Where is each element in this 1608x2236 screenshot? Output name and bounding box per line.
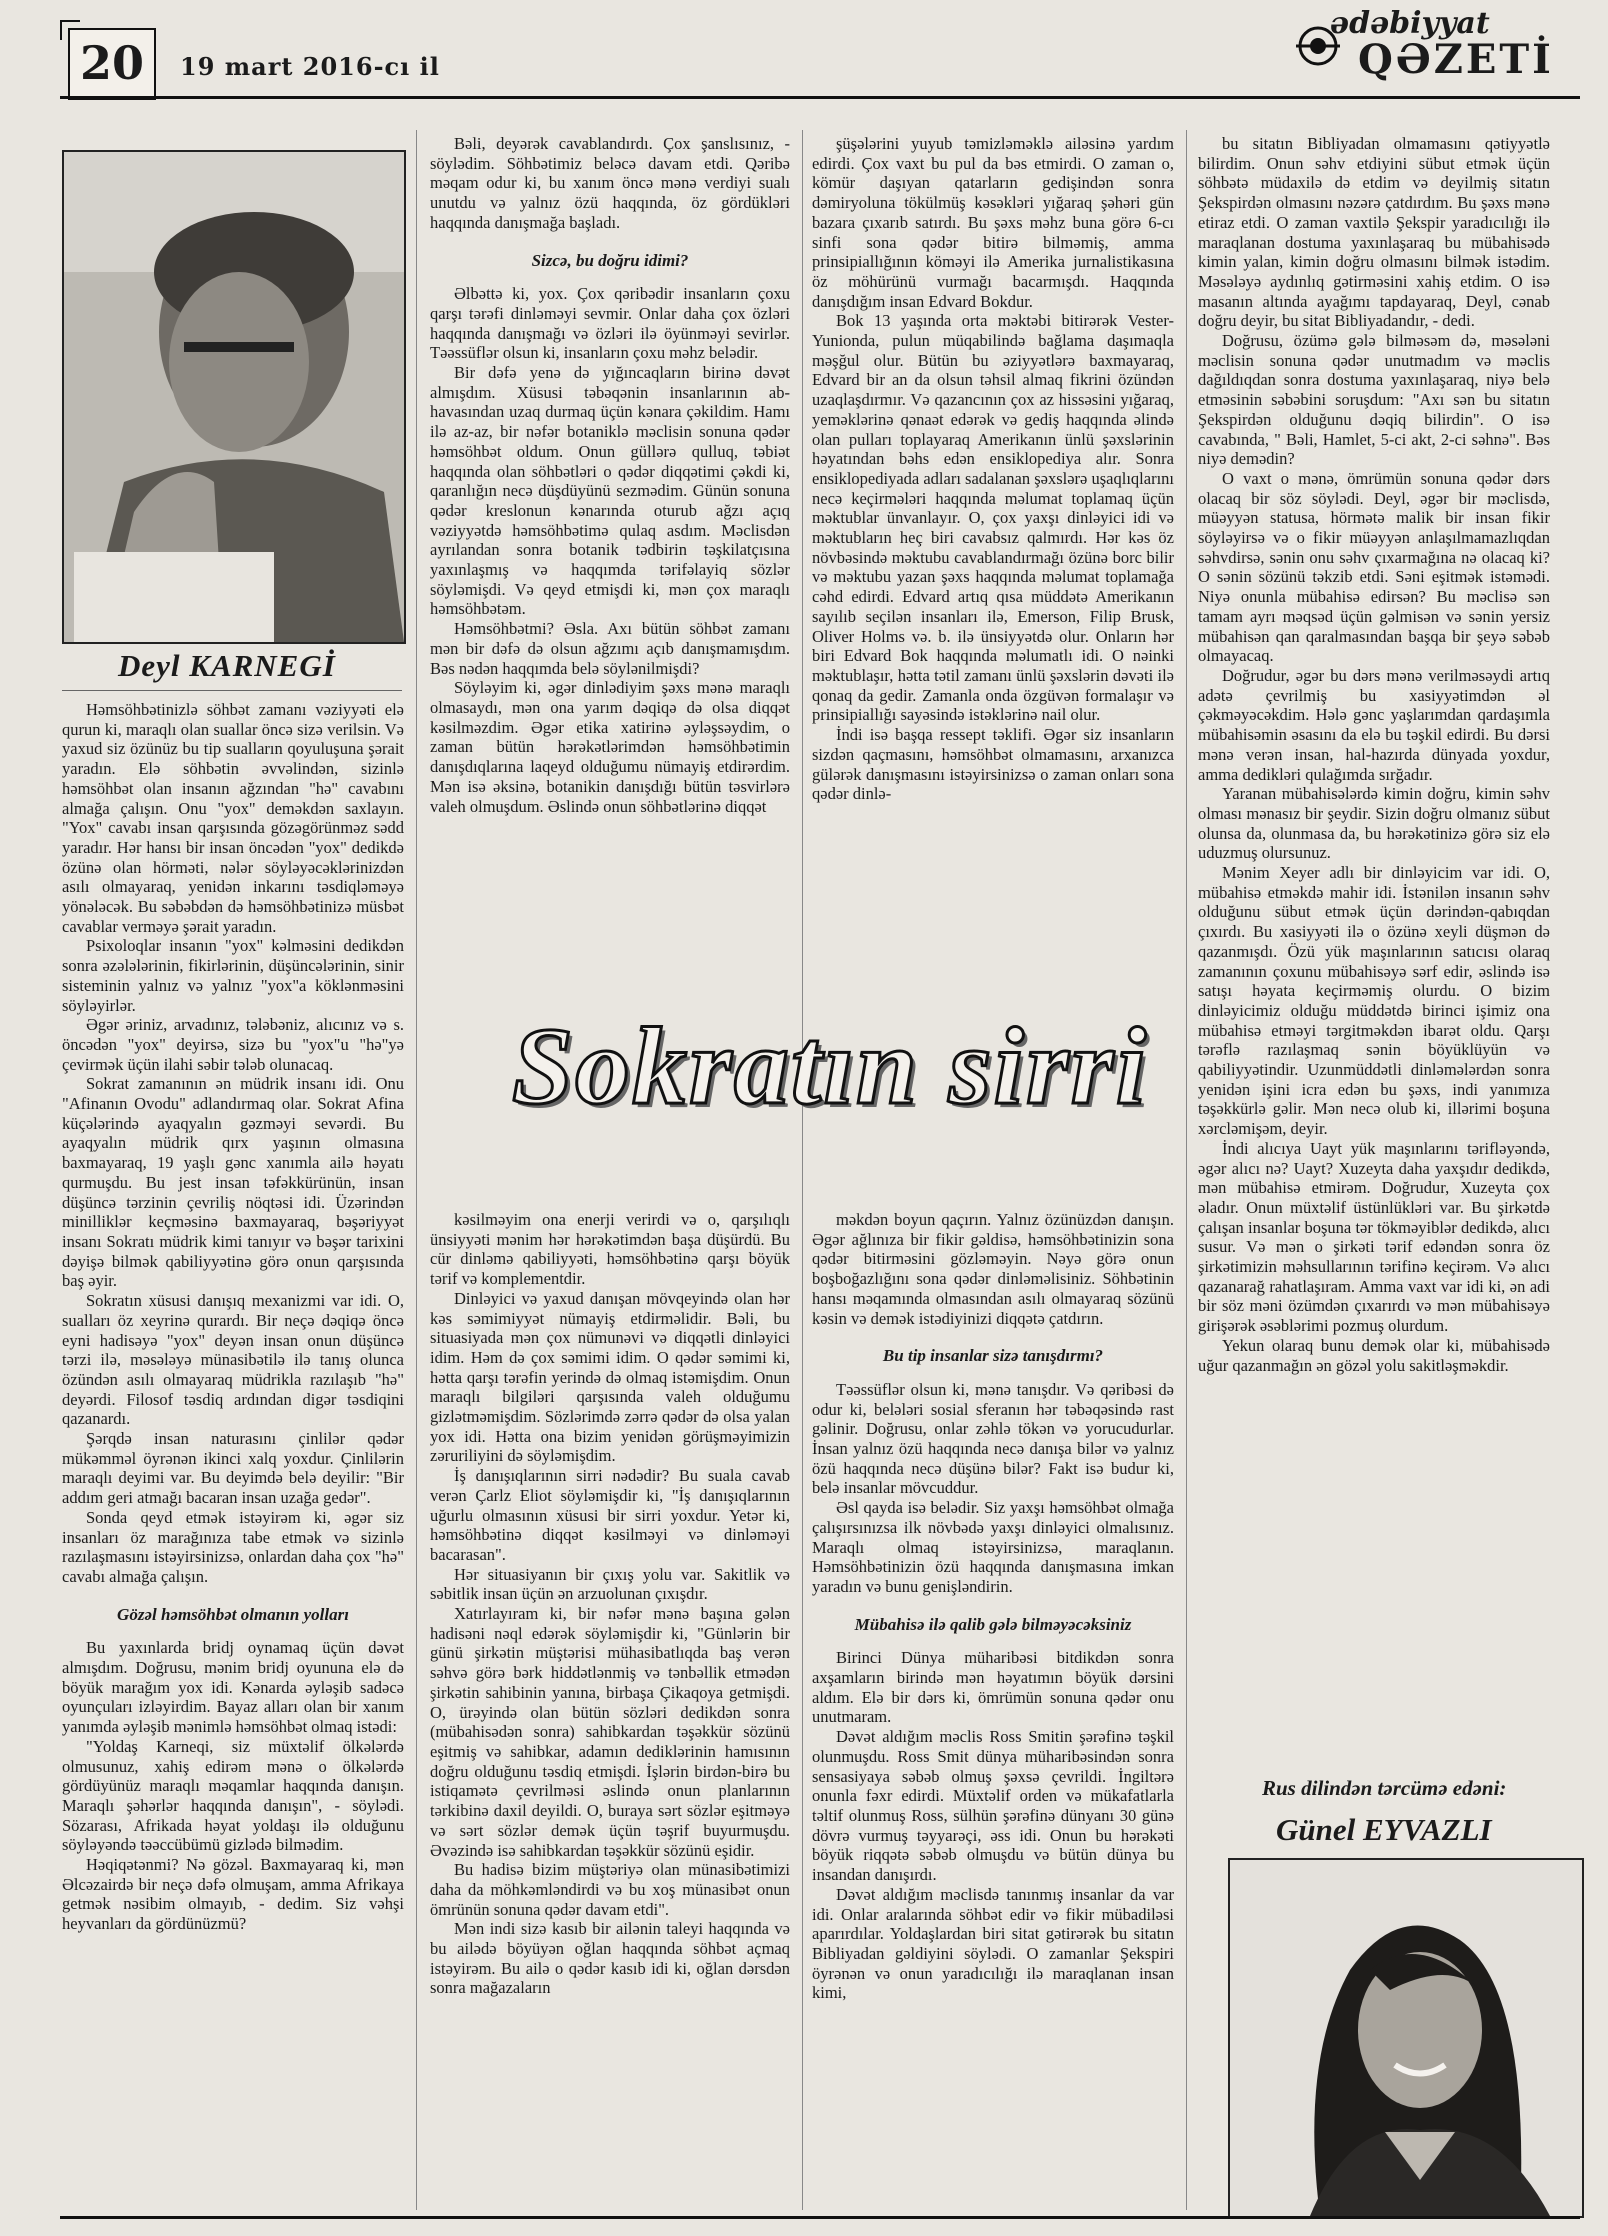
paragraph: şüşələrini yuyub təmizləməklə ailəsinə yardım edirdi. Çox vaxt bu pul da bəs etmirdi. O zaman o, kömür daşıyan qatarların gedişindən sonra dəmiryoluna tökülmüş kəsəkləri yığaraq şəhəri gün bazara çıxarıb satırdı. Bu şəxs məhz buna görə 6-cı sinfi sona qədər bitirə bilməmiş, amma prinsipiallığının köməyi ilə Amerika jurnalistikasına öz möhürünü vurmağı bacarmışdı. Haqqında danışdığım insan Edvard Bokdur.: [812, 134, 1174, 311]
author-portrait-image: [64, 152, 404, 642]
translator-portrait-image: [1230, 1860, 1582, 2216]
paragraph: İş danışıqlarının sirri nədədir? Bu suala cavab verən Çarlz Eliot söyləmişdir ki, "İş danışıqlarının uğurlu olmasının xüsusi bir sirri yoxdur. Yetər ki, həmsöhbətinə diqqət kəsilməyi və dinləməyi bacarasan".: [430, 1466, 790, 1564]
subheading: Bu tip insanlar sizə tanışdırmı?: [882, 1346, 1104, 1366]
paragraph: "Yoldaş Karneqi, siz müxtəlif ölkələrdə olmusunuz, xahiş edirəm mənə o ölkələrdə gördüyünüz maraqlı məqamlar haqqında danışın. Maraqlı şəhərlər haqqında danışın", - söylədi. Sözarası, Afrikada həyat yoldaşı ilə olduğunu söyləyəndə təəccübümü gizlədə bilmədim.: [62, 1736, 404, 1855]
column-2-bottom-text: [430, 1210, 790, 2210]
paragraph: İndi isə başqa ressept təklifi. Əgər siz insanların sizdən qaçmasını, həmsöhbət olmamasını, arxanızca gülərək danışmasını istəyirsinizsə o zaman onları sona qədər dinlə-: [812, 725, 1174, 804]
paragraph: Bu yaxınlarda bridj oynamaq üçün dəvət almışdım. Doğrusu, mənim bridj oyununa elə də böyük marağım yox idi. Kənarda əyləşib sadəcə oyunçuları izləyirdim. Bayaz alları olan bir xanım yanımda əyləşib mənimlə həmsöhbət olmaq istədi:: [62, 1638, 404, 1737]
paragraph: Doğrusu, özümə gələ bilməsəm də, məsələni məclisin sonuna qədər unutmadım və məclis dağıldıqdan sonra dostuma yaxınlaşaraq, niyə belə etməsinin səbəbini soruşdum: "Axı sən bu sitatın Şekspirdən olduğunu dəqiq bilirdin". O isə cavabında, " Bəli, Hamlet, 5-ci akt, 2-ci səhnə". Bəs niyə demədin?: [1198, 331, 1550, 469]
translator-photo: [1228, 1858, 1584, 2218]
translator-name: Günel EYVAZLI: [1276, 1812, 1492, 1847]
logo-bottom-text: QƏZETİ: [1358, 36, 1554, 83]
paragraph: Birinci Dünya müharibəsi bitdikdən sonra axşamların birində mən həyatımın böyük dərsini aldım. Elə bir dərs ki, ömrümün sonuna qədər onu unutmaram.: [812, 1648, 1174, 1727]
column-4-text: [1198, 134, 1550, 1774]
paragraph: Doğrudur, əgər bu dərs mənə verilməsəydi artıq adətə çevrilmiş bu xasiyyətimdən əl çəkməyəcəkdim. Hələ gənc yaşlarımdan qardaşımla mübahisəmin əsasını da elə bu təşkil edirdi. Bu dərsi mənə verən insan, hal-hazırda dünyada yoxdur, amma dedikləri qulağımda sırğadır.: [1198, 665, 1550, 784]
paragraph: Sokrat zamanının ən müdrik insanı idi. Onu "Afinanın Ovodu" adlandırmaq olar. Sokrat Afina küçələrində ayaqyalın gəzməyi sevərdi. Bu ayaqyalın müdrik qırx yaşının olmasına baxmayaraq, 19 yaşlı gənc xanımla ailə həyatı qurmuşdu. Bu jest insan təfəkkürünün, insan düşüncə tərzinin çevriliş nöqtəsi idi. Üzərindən minilliklər keçməsinə baxmayaraq, bəşəriyyət insanı Sokratı müdrik kimi tanıyır və bəşər tarixini dəyişə bilmək qabiliyyətinə görə onun qarşısında baş əyir.: [62, 1074, 404, 1291]
translator-label: Rus dilindən tərcümə edəni:: [1262, 1776, 1507, 1800]
header-rule: [60, 96, 1580, 99]
issue-date: 19 mart 2016-cı il: [180, 52, 440, 81]
paragraph: Həqiqətənmi? Nə gözəl. Baxmayaraq ki, mən Əlcəzairdə bir neçə dəfə olmuşam, amma Afrikaya getmək nəsibim olmayıb, - dedim. Siz vəhşi heyvanları da gördünüzmü?: [62, 1855, 404, 1934]
paragraph: Sokratın xüsusi danışıq mexanizmi var idi. O, sualları öz xeyrinə qurardı. Bir neçə dəqiqə öncə eyni hadisəyə "yox" deyən insan onun düşüncə tərzi ilə, məsələyə münasibətilə ilə tanış olunca özündən asılı olmayaraq müdrikla razılaşıb "hə" deyərdi. Filosof təsdiq ardından digər təsdiqini qazanardı.: [62, 1291, 404, 1429]
column-3-bottom-text: [812, 1210, 1174, 2210]
paragraph: Psixoloqlar insanın "yox" kəlməsini dedikdən sonra əzələlərinin, fikirlərinin, düşüncələrinin, sinir sisteminin yalnız və yalnız "yox"a köklənməsini söyləyirlər.: [62, 936, 404, 1015]
author-photo: [62, 150, 406, 644]
paragraph: Əlbəttə ki, yox. Çox qəribədir insanların çoxu qarşı tərəfi dinləməyi sevmir. Onlar daha çox özləri haqqında danışmağı və özləri ilə öyünməyi sevirlər. Təəssüflər olsun ki, insanların çoxu məhz belədir.: [430, 284, 790, 363]
newspaper-logo: [1290, 4, 1554, 84]
paragraph: Təəssüflər olsun ki, mənə tanışdır. Və qəribəsi də odur ki, belələri sosial sferanın hər təbəqəsində rast gəlinir. Doğrusu, onlar zəhlə tökən və yorucudurlar. İnsan yalnız özü haqqında necə danışa bilər və yalnız özü haqqında necə düşünə bilər? Fakt isə budur ki, belə insanlar mövcuddur.: [812, 1379, 1174, 1498]
paragraph: Şərqdə insan naturasını çinlilər qədər mükəmməl öyrənən ikinci xalq yoxdur. Çinlilərin maraqlı deyimi var. Bu deyimdə belə deyilir: "Bir addım geri atmağı bacaran insan uzağa gedər".: [62, 1429, 404, 1508]
paragraph: Dəvət aldığım məclis Ross Smitin şərəfinə təşkil olunmuşdu. Ross Smit dünya müharibəsindən sonra sensasiyaya səbəb olmuş şəxsə çevrildi. İngiltərə onunla fəxr edirdi. Müxtəlif orden və mükafatlarla təltif olunmuş Ross, sülhün şərəfinə dünyanı 30 günə dövrə vurmuş təyyarəçi, əss idi. Onun bu hərəkəti böyük riqqətə səbəb olmuşdu və bütün dünya bu insandan danışırdı.: [812, 1727, 1174, 1885]
column-1-text: [62, 700, 404, 1934]
page-number: 20: [68, 28, 156, 100]
subheading: Mübahisə ilə qalib gələ bilməyəcəksiniz: [854, 1614, 1132, 1634]
column-2-top-text: [430, 134, 790, 990]
logo-top-text: ədəbiyyat: [1330, 6, 1490, 41]
paragraph: Əsl qayda isə belədir. Siz yaxşı həmsöhbət olmağa çalışırsınızsa ilk növbədə yaxşı dinləyici olmalısınız. Maraqlı olmaq istəyirsinizsə, maraqlanın. Həmsöhbətinizin özü haqqında danışmasına imkan yaradın və bunu genişləndirin.: [812, 1498, 1174, 1596]
paragraph: Həmsöhbətinizlə söhbət zamanı vəziyyəti elə qurun ki, maraqlı olan suallar öncə sizə verilsin. Və yaxud siz özünüz bu tip sualların qoyuluşuna şərait yaradın. Elə söhbətin əvvəlindən, sizinlə həmsöhbət olan insanın ağzından "hə" cavabını almağa çalışın. Onu "yox" deməkdən saxlayın. "Yox" cavabı insan qarşısında gözəgörünməz sədd yaradır. Hər hansı bir insan öncədən "yox" dedikdə özünə olan hörməti, nələr söyləyəcəklərinizdən asılı olmayaraq, yenidən inkarını təsdiqləməyə yönələcək. Bu səbəbdən də həmsöhbətinizə müsbət cavablar verməyə şərait yaradın.: [62, 700, 404, 936]
column-divider: [802, 130, 803, 2210]
paragraph: Mənim Xeyer adlı bir dinləyicim var idi. O, mübahisə etməkdə mahir idi. İstənilən insanın səhv olduğunu sübut etmək üçün dərindən-qabıqdan çıxırdı. Bu xasiyyəti ilə o özünə xeyli düşmən də qazanmışdı. Özü yük maşınlarının satıcısı olaraq zamanının çoxunu mübahisəyə sərf edir, əslində isə satışı həyata keçirməmiş olurdu. O bizim dinləyicimiz olduğu müddətdə birinci işimiz ona mübahisə etməyi tərgitməkdən ibarət oldu. Qarşı tərəflə razılaşmaq sənin böyüklüyün və qabiliyyətindir. Uzunmüddətli dinləmələrdən sonra yenidən işini icra edən bu şəxs, indi yanımıza təşəkkürlə gəlir. Mən necə olub ki, illərimi boşuna xərcləmişəm, deyir.: [1198, 863, 1550, 1139]
paragraph: Yaranan mübahisələrdə kimin doğru, kimin səhv olması mənasız bir şeydir. Sizin doğru olmanız sübut olunsa da, olunmasa da, bu hərəkətinizə görə siz elə uduzmuş olursunuz.: [1198, 784, 1550, 863]
paragraph: Bəli, deyərək cavablandırdı. Çox şanslısınız, - söylədim. Söhbətimiz beləcə davam etdi. Qəribə məqam odur ki, bu xanım öncə mənə verdiyi sualı unutdu və yalnız özü haqqında, öz gördükləri haqqında danışmağa başladı.: [430, 134, 790, 232]
paragraph: Bu hadisə bizim müştəriyə olan münasibətimizi daha da möhkəmləndirdi və bu xoş münasibət onun ömrünün sonuna qədər davam etdi".: [430, 1860, 790, 1919]
paragraph: Bok 13 yaşında orta məktəbi bitirərək Vester-Yunionda, pulun müqabilində bağlama daşımaqla məşğul olur. Bütün bu əziyyətlərə baxmayaraq, Edvard bir an da olsun təhsil almaq fikrini özündən uzaqlaşdırmır. Və qazancının çox az hissəsini yığaraq, yeməklərinə qənaət edərək və gediş haqqında əlində olan pulları toplayaraq Amerikanın ünlü şəxslərinin həyatından bəhs edən ensiklopediya alır. Sonra ensiklopediyada adları sadalanan şəxslərə uşaqlıqlarını necə keçirmələri haqqında məlumat toplamaq üçün məktublar ünvanlayır. O, çox yaxşı dinləyici idi və məktubların heç biri cavabsız qalmırdı. Hər kəs öz növbəsində məktubu cavablandırmağı özünə borc bilir və məktubu yazan şəxs haqqında məlumat toplamağa cəhd edirdi. Edvard artıq qısa müddətə Amerikanın sayılıb seçilən insanları ilə, Emerson, Filip Brusk, Oliver Holms və. b. ilə ünsiyyətdə olur. Onların hər biri Edvard Bok haqqında məlumatlı idi. O nəinki məktublaşır, hətta tətil zamanı ünlü şəxslərin dəvəti ilə qonaq da gedir. Zamanla onda özgüvən formalaşır və prinsipiallığı sayəsində istəklərinə nail olur.: [812, 311, 1174, 725]
paragraph: Bir dəfə yenə də yığıncaqların birinə dəvət almışdım. Xüsusi təbəqənin insanlarının ab-havasından uzaq durmaq üçün kənara çəkildim. Hamı ilə az-az, bir nəfər botaniklə məclisin sonuna qədər həmsöhbət oldum. Onun güllərə qulluq, təbiət haqqında olan söhbətləri o qədər diqqətimi çəkdi ki, qaranlığın necə düşdüyünü sezmədim. Günün sonuna qədər kreslonun kənarında oturub ağzı açıq vəziyyətdə həmsöhbətimə qulaq asdım. Məclisdən ayrılandan sonra botanik tədbirin təşkilatçısına yaxınlaşmış və haqqımda tərifəlayiq sözlər söyləmişdi. Və qeyd etmişdi ki, mən çox maraqlı həmsöhbətəm.: [430, 363, 790, 619]
subheading: Gözəl həmsöhbət olmanın yolları: [117, 1604, 349, 1624]
paragraph: məkdən boyun qaçırın. Yalnız özünüzdən danışın. Əgər ağlınıza bir fikir gəldisə, həmsöhbətinizin sona qədər bitirməsini gözləməyin. Nəyə görə onun boşboğazlığını sona qədər dinləməlisiniz. Söhbətinin hansı məqamında olmasından asılı olmayaraq sözünü kəsin və demək istədiyinizi diqqətə çatdırın.: [812, 1210, 1174, 1328]
paragraph: Dəvət aldığım məclisdə tanınmış insanlar da var idi. Onlar aralarında söhbət edir və fikir mübadiləsi aparırdılar. Yoldaşlardan biri sitat gətirərək bu sitatın Bibliyadan gəldiyini söylədi. O zamanlar Şekspiri öyrənən və onun yaradıcılığı ilə maraqlanan insan kimi,: [812, 1884, 1174, 2003]
paragraph: Hər situasiyanın bir çıxış yolu var. Sakitlik və səbitlik insan üçün ən arzuolunan çıxışdır.: [430, 1564, 790, 1604]
paragraph: Sonda qeyd etmək istəyirəm ki, əgər siz insanları öz marağınıza tabe etmək və sizinlə razılaşmasını istəyirsinizsə, onlardan daha çox "hə" cavabı almağa çalışın.: [62, 1507, 404, 1586]
paragraph: Dinləyici və yaxud danışan mövqeyində olan hər kəs səmimiyyət nümayiş etdirməlidir. Bəli, bu situasiyada mən çox nümunəvi və diqqətli dinləyici idim. Həm də çox səmimi idim. O qədər səmimi ki, hətta qarşı tərəfin yerində də olmaq istəmişdim. Onun maraqlı bilgiləri qarşısında valeh olduğumu gizlətməmişdim. Sözlərimdə zərrə qədər də olsa yalan yox idi. Hətta ona bizim yenidən görüşməyimizin zəruriliyini də söyləmişdim.: [430, 1288, 790, 1466]
footer-rule: [60, 2216, 1580, 2219]
column-divider: [416, 130, 417, 2210]
paragraph: Söyləyim ki, əgər dinlədiyim şəxs mənə maraqlı olmasaydı, mən ona yarım dəqiqə də olsa diqqət kəsilməzdim. Əgər etika xatirinə əyləşsəydim, o zaman bütün hərəkətlərimdən həmsöhbətimin danışdıqlarına laqeyd olduğumu nümayiş etdirərdim. Mən isə əksinə, botanikin danışdığı bütün təsvirlərə valeh olmuşdum. Əslində onun söhbətlərinə diqqət: [430, 678, 790, 816]
paragraph: O vaxt o mənə, ömrümün sonuna qədər dərs olacaq bir söz söylədi. Deyl, əgər bir məclisdə, müəyyən statusa, hörmətə malik bir insan fikir söyləyirsə və o fikir müəyyən anlaşılmamazlıqdan səhvdirsə, sənin onu səhv çıxarmağına nə olacaq ki? O sənin sözünü təkzib etdi. Səni eşitmək istəmədi. Niyə onunla mübahisə edirsən? Bu məclisə sən tamam ayrı məqsəd üçün gəlmisən və sənin yersiz mübahisən qan qaralmasından başqa bir şeyə səbəb olmayacaq.: [1198, 468, 1550, 666]
column-3-top-text: [812, 134, 1174, 990]
paragraph: Xatırlayıram ki, bir nəfər mənə başına gələn hadisəni nəql edərək söyləmişdir ki, "Günlərin bir günü şirkətin müştərisi mühasibatlıqda baş verən səhvə görə bərk hiddətlənmiş və tənbəllik etmədən şirkətin sahibinin yanına, birbaşa Çikaqoya getmişdi. O, ürəyində olan bütün sözləri dedikdən sonra (mübahisədən sonra) sahibkardan təşəkkür sözünü eşitmiş və sahibkar, adamın dediklərinin hamısının doğru olduğunu təsdiq etmişdi. İşlərin birdən-birə bu istiqamətə çevrilməsi əslində onun planlarının tərkibinə daxil deyildi. O, buraya sərt sözlər eşitməyə və sərt sözlər demək üçün təşrif buyurmuşdu. Əvəzində isə sahibkardan təşəkkür sözünü eşidir.: [430, 1604, 790, 1860]
article-title: Sokratın sirri: [511, 1005, 1149, 1127]
author-rule: [62, 690, 402, 691]
paragraph: kəsilməyim ona enerji verirdi və o, qarşılıqlı ünsiyyəti mənim hər hərəkətimdən başa düşürdü. Bu cür dinləmə qabiliyyəti, həmsöhbətinə qarşı böyük tərif və komplementdir.: [430, 1210, 790, 1289]
column-divider: [1186, 130, 1187, 2210]
paragraph: İndi alıcıya Uayt yük maşınlarını tərifləyəndə, əgər alıcı nə? Uayt? Xuzeyta daha yaxşıdır dedikdə, mən mübahisə etmirəm. Doğrudur, Xuzeyta çox əladır. Onun müxtəlif üstünlükləri var. Bu şirkətdə çalışan insanlar boşuna tər tökməyiblər dedikdə, alıcı susur. Və mən o şirkəti tərif edəndən sonra öz şirkətimizin məhsullarının tərifinə keçirəm. Və alıcı qazanarağ rahatlaşıram. Amma vaxt var idi ki, ən adi bir söz məni özümdən çıxarırdı və mən mübahisəyə girişərək əsəblərimi pozmuş olurdum.: [1198, 1138, 1550, 1336]
paragraph: Mən indi sizə kasıb bir ailənin taleyi haqqında və bu ailədə böyüyən oğlan haqqında söhbət açmaq istəyirəm. Bu ailə o qədər kasıb idi ki, oğlan dərsdən sonra mağazaların: [430, 1919, 790, 1998]
paragraph: bu sitatın Bibliyadan olmamasını qətiyyətlə bilirdim. Onun səhv etdiyini sübut etmək üçün söhbətə müdaxilə də etdim və deyilmiş sitatın Şekspirdən olmasını nəzərə çatdırdım. Bu şəxs mənə etiraz etdi. O zaman vaxtilə Şekspir yaradıcılığı ilə maraqlanan dostuma yaxınlaşaraq bu mübahisədə kimin yalan, kimin doğru olmasını bilmək istədim. Məsələyə aydınlıq gətirməsini xahiş etdim. O isə masanın altında ayağımı tapdayaraq, Deyl, cənab doğru deyir, bu sitat Bibliyadandır, - dedi.: [1198, 134, 1550, 331]
subheading: Sizcə, bu doğru idimi?: [531, 250, 689, 270]
paragraph: Həmsöhbətmi? Əsla. Axı bütün söhbət zamanı mən bir dəfə də olsun ağzımı açıb danışmamışdım. Bəs nədən haqqımda belə söylənilmişdi?: [430, 619, 790, 678]
paragraph: Əgər əriniz, arvadınız, tələbəniz, alıcınız və s. öncədən "yox" deyirsə, sizə bu "yox"u "hə"yə çevirmək üçün ilahi səbir tələb olunacaq.: [62, 1015, 404, 1074]
author-name: Deyl KARNEGİ: [118, 648, 336, 683]
paragraph: Yekun olaraq bunu demək olar ki, mübahisədə uğur qazanmağın ən gözəl yolu sakitləşməkdir.: [1198, 1335, 1550, 1375]
